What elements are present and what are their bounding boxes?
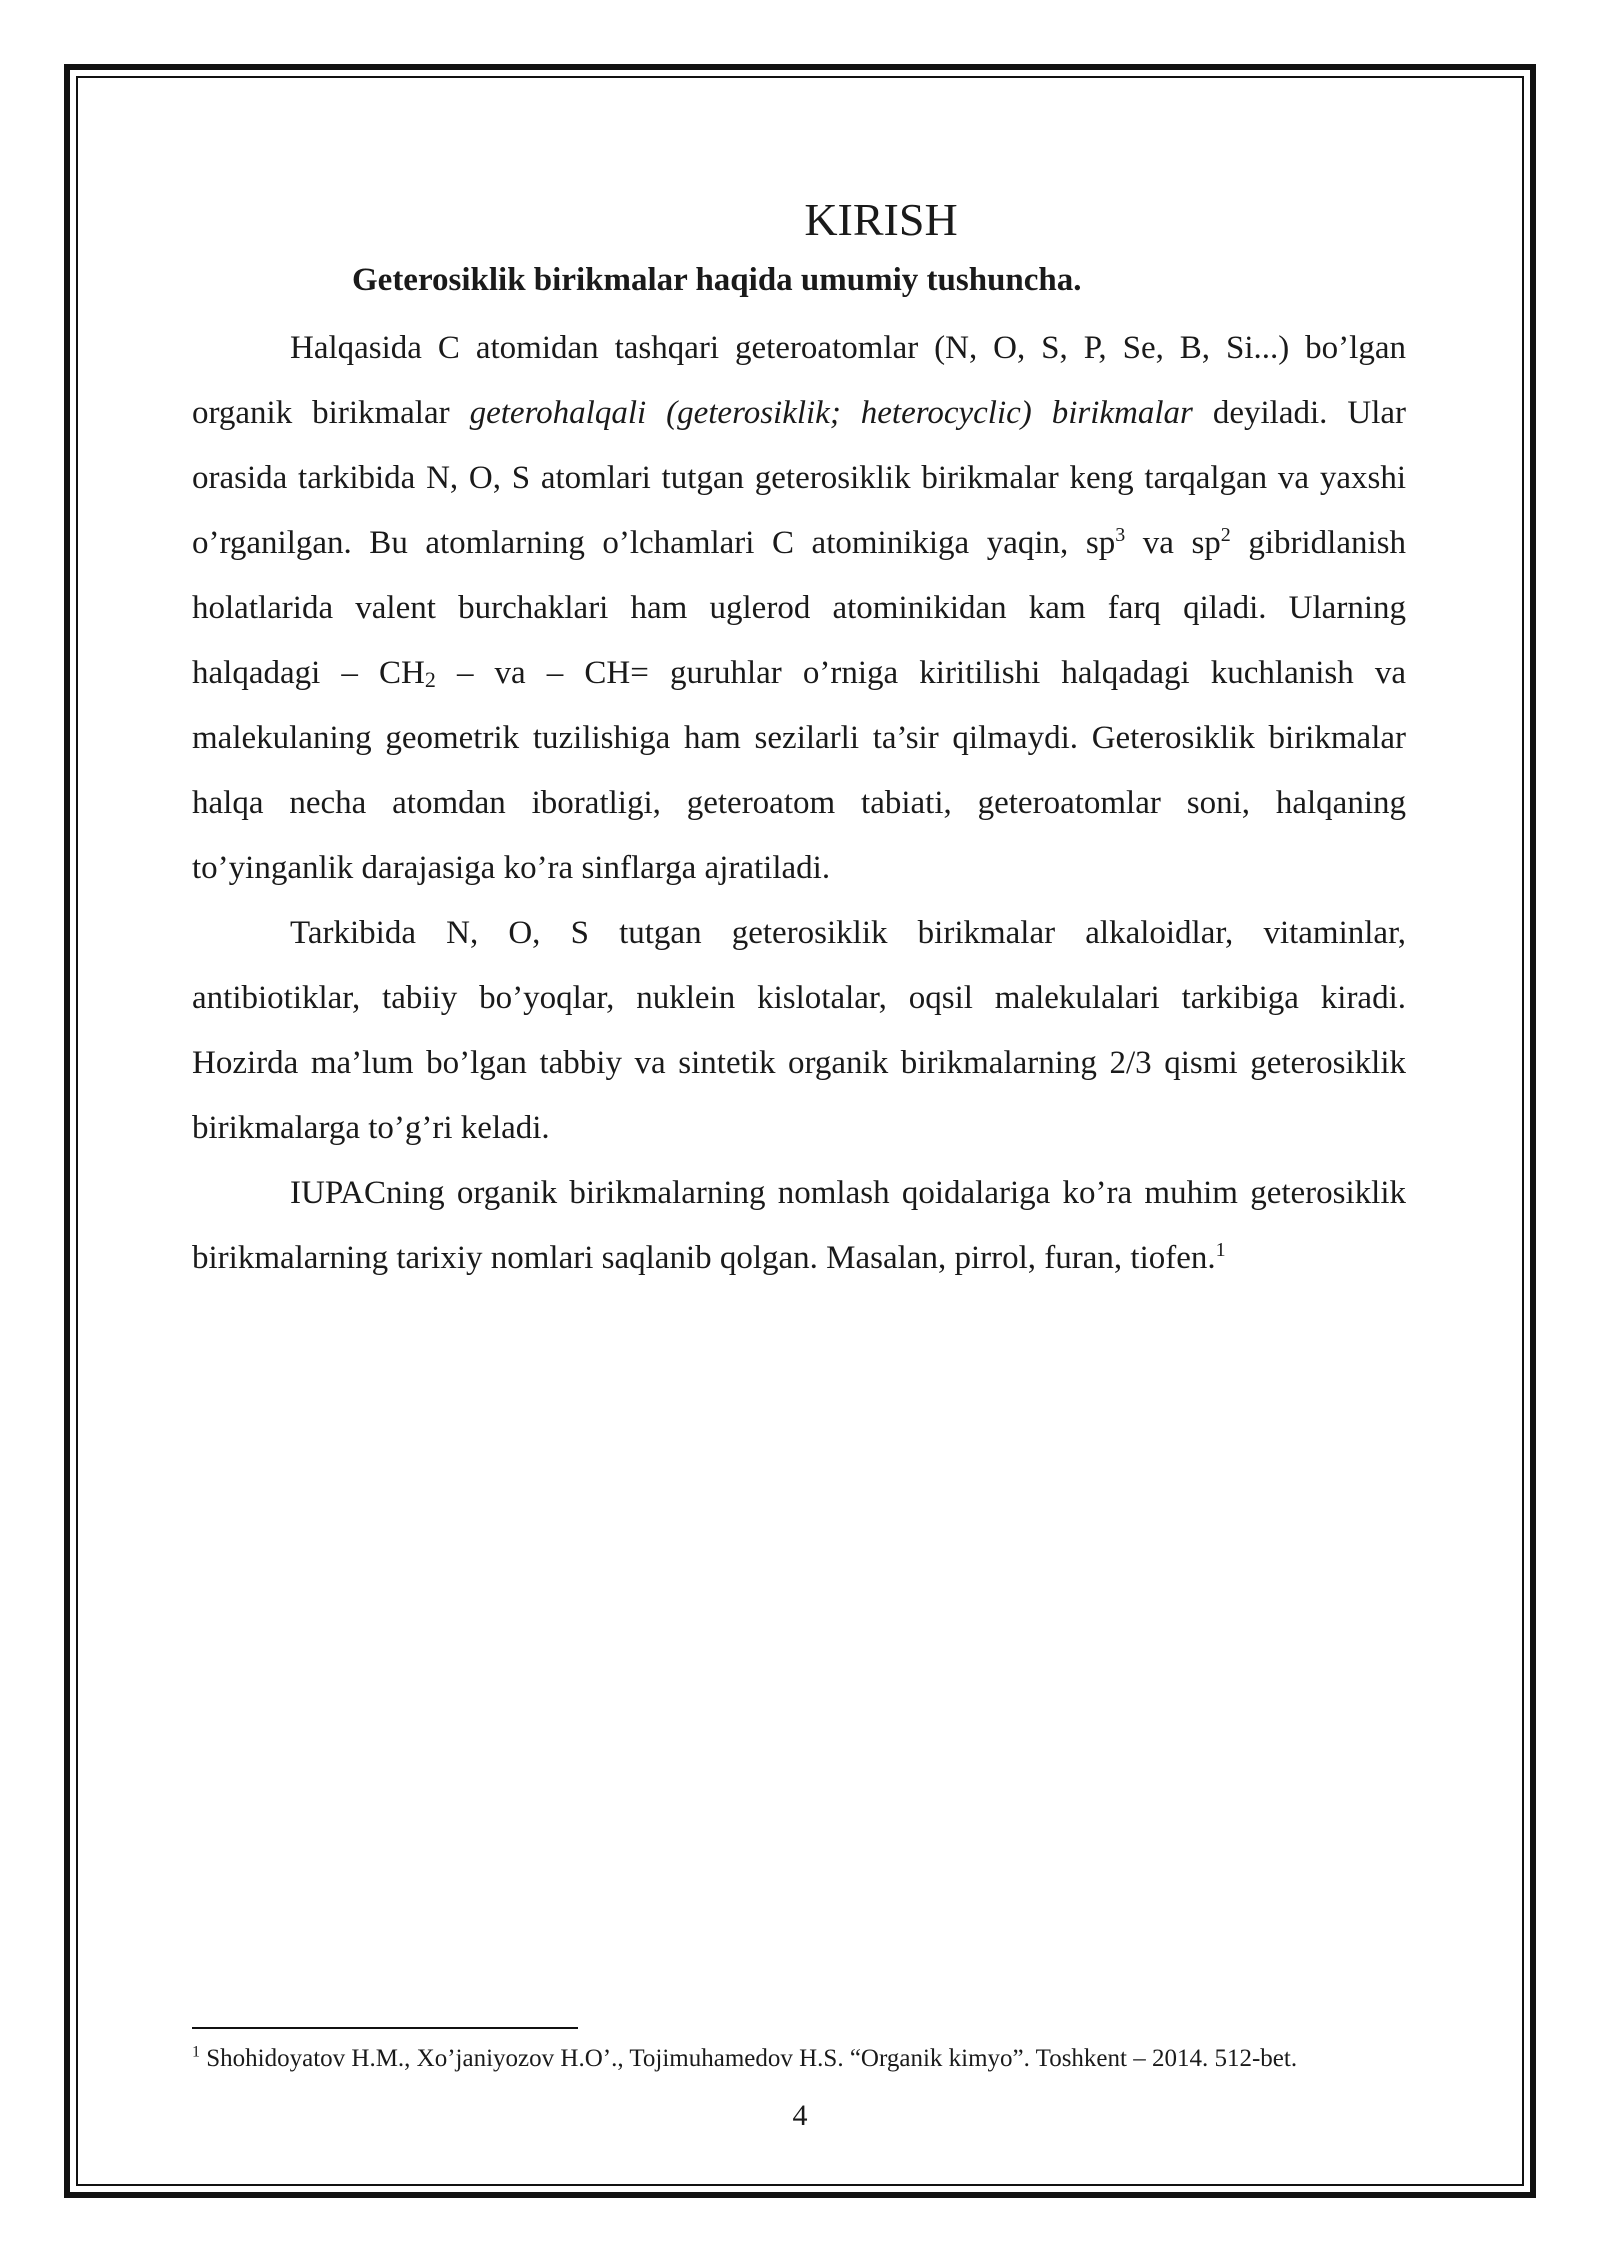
paragraph-intro [192,316,1406,901]
page-number: 4 [792,2099,808,2132]
superscript: 3 [1115,524,1126,546]
section-subtitle: Geterosiklik birikmalar haqida umumiy tushuncha. [352,262,1082,298]
paragraph-iupac [192,1161,1406,1291]
footnote-separator [192,2027,578,2029]
subscript: 2 [424,667,436,692]
paragraph-text: Halqasida C atomidan tashqari geteroatomlar (N, O, S, P, Se, B, Si...) bo’lgan organik birikmalar [192,330,1406,431]
paragraph-text: deyiladi. Ular orasida tarkibida N, O, S atomlari tutgan geterosiklik birikmalar keng tarqalgan va yaxshi o’rganilgan. Bu atomlarning o’lchamlari C atominikiga yaqin, sp [192,395,1407,561]
footnote-marker: 1 [192,2043,200,2061]
paragraph-text: va sp [1125,525,1221,561]
paragraph-text: IUPACning organik birikmalarning nomlash qoidalariga ko’ra muhim geterosiklik birikmalarning tarixiy nomlari saqlanib qolgan. Masalan, pirrol, furan, tiofen. [192,1175,1406,1276]
italic-term: geterohalqali (geterosiklik; heterocyclic) birikmalar [469,395,1193,431]
footnote-text: Shohidoyatov H.M., Xo’janiyozov H.O’., Tojimuhamedov H.S. “Organik kimyo”. Toshkent – 2014. 512-bet. [200,2045,1298,2072]
superscript: 2 [1220,524,1231,546]
paragraph-text: – va – CH= guruhlar o’rniga kiritilishi halqadagi kuchlanish va malekulaning geometrik tuzilishiga ham sezilarli ta’sir qilmaydi. Geterosiklik birikmalar halqa necha atomdan iboratligi, geteroatom tabiati, geteroatomlar soni, halqaning to’yinganlik darajasiga ko’ra sinflarga ajratiladi. [192,655,1406,886]
footnote [192,2043,1412,2075]
page-content [192,190,1406,1291]
footnote-reference[interactable]: 1 [1215,1239,1226,1261]
page-title: KIRISH [804,194,958,245]
paragraph-composition: Tarkibida N, O, S tutgan geterosiklik birikmalar alkaloidlar, vitaminlar, antibiotiklar, tabiiy bo’yoqlar, nuklein kislotalar, oqsil malekulalari tarkibiga kiradi. Hozirda ma’lum bo’lgan tabbiy va sintetik organik birikmalarning 2/3 qismi geterosiklik birikmalarga to’g’ri keladi. [192,915,1406,1146]
paragraph-text: gibridlanish holatlarida valent burchaklari ham uglerod atominikidan kam farq qiladi. Ularning halqadagi – CH [192,525,1406,691]
